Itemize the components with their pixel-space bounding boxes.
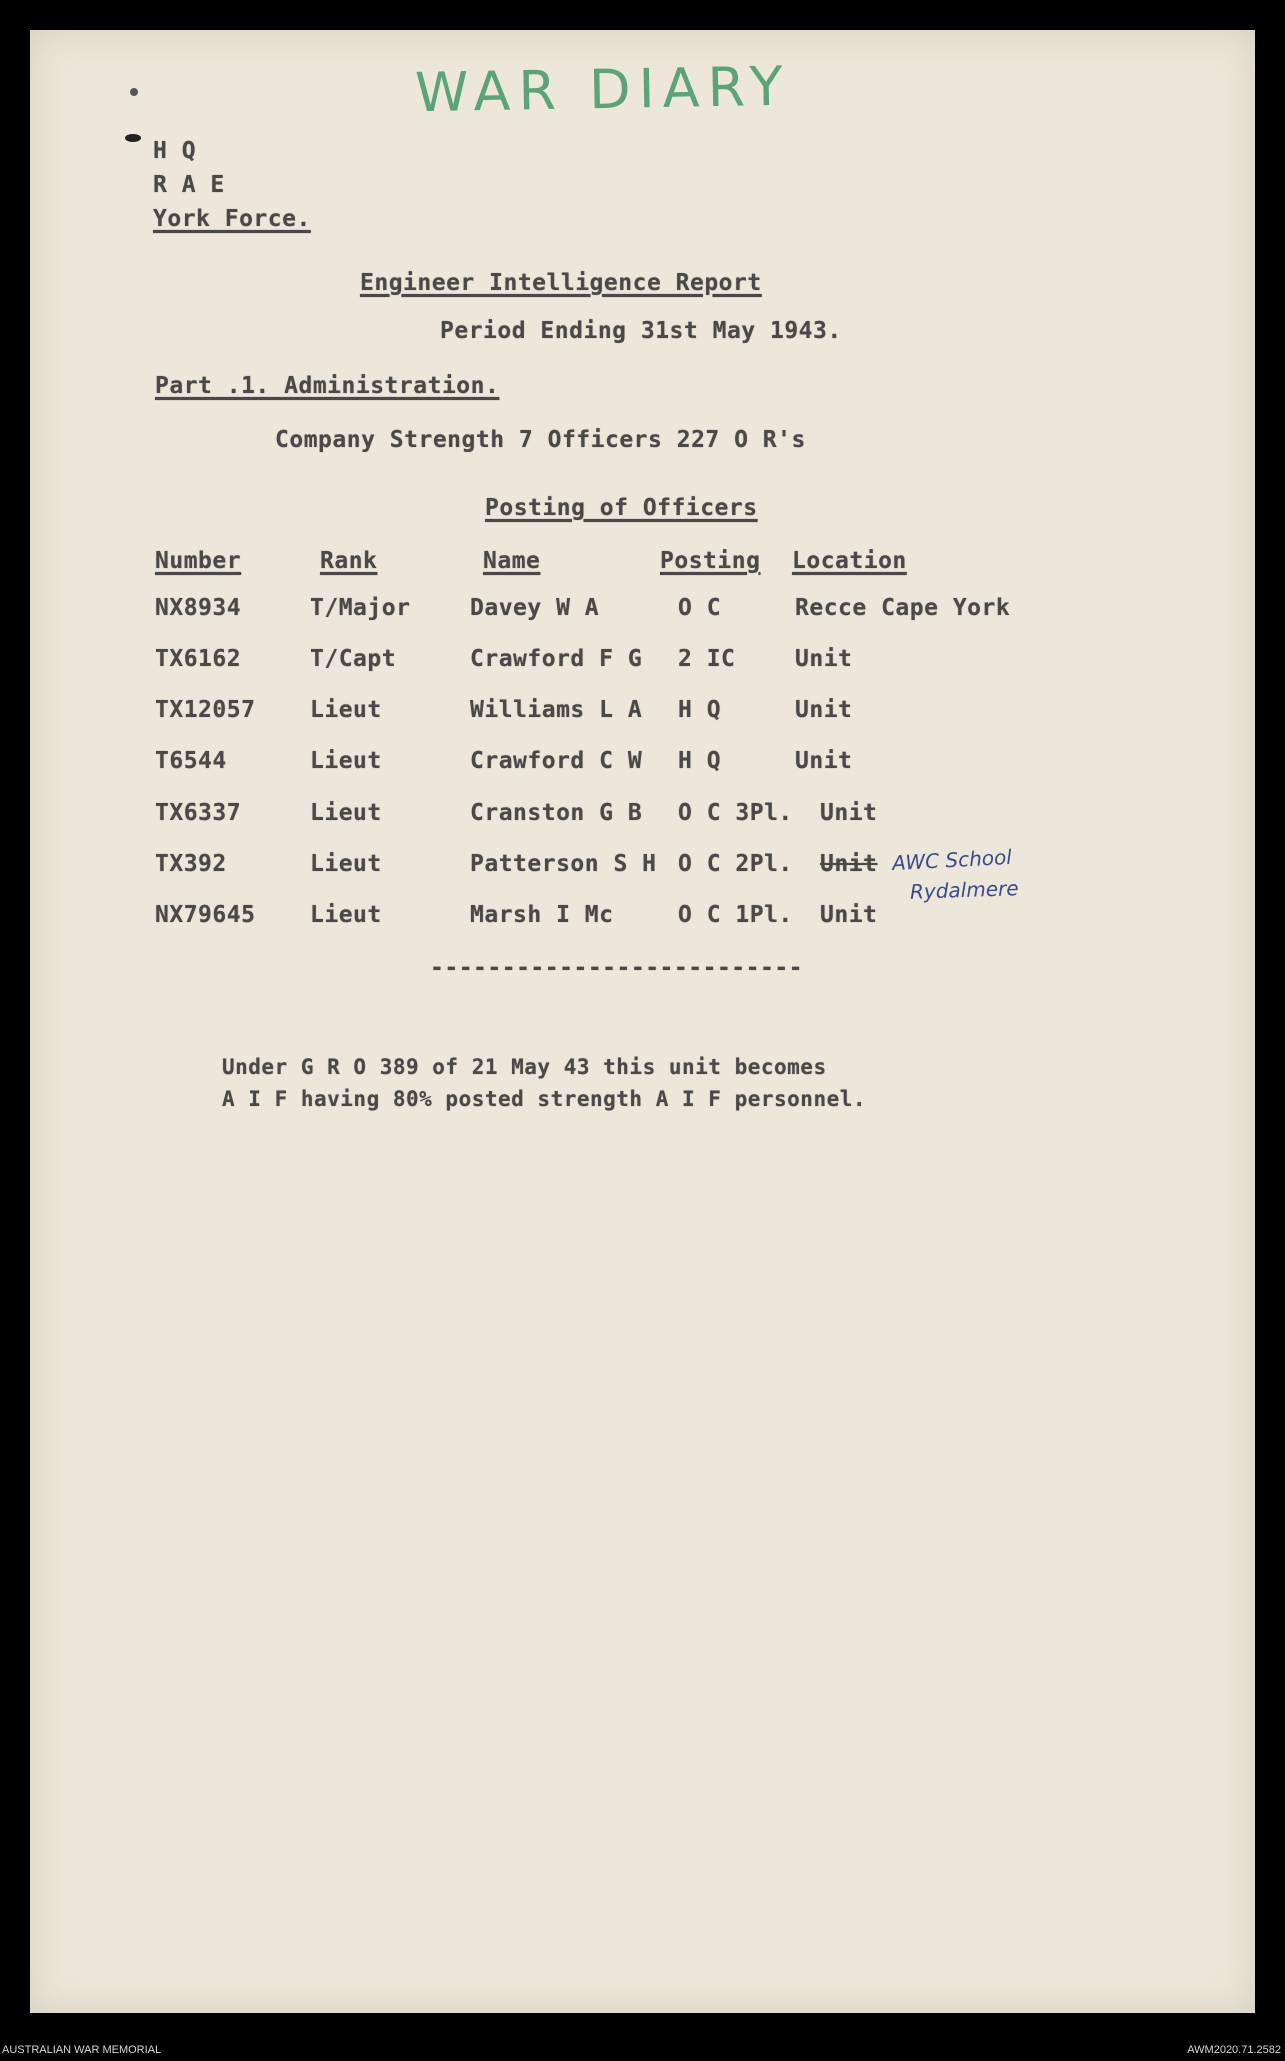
table-row	[30, 902, 1255, 932]
address-line: R A E	[153, 172, 225, 198]
officer-number: TX6337	[155, 800, 242, 826]
officer-number: NX79645	[155, 902, 256, 928]
officer-name: Crawford C W	[470, 748, 643, 774]
officer-rank: T/Capt	[310, 646, 397, 672]
column-header-name: Name	[483, 548, 541, 574]
officer-location: Unit	[820, 800, 878, 826]
footer-institution: AUSTRALIAN WAR MEMORIAL	[2, 2044, 162, 2056]
note-line: Under G R O 389 of 21 May 43 this unit becomes	[222, 1055, 827, 1079]
officer-location: Recce Cape York	[795, 595, 1011, 621]
officer-posting: H Q	[678, 697, 722, 723]
officer-posting: O C	[678, 595, 722, 621]
table-row	[30, 748, 1255, 778]
officer-posting: O C 3Pl.	[678, 800, 793, 826]
officer-name: Cranston G B	[470, 800, 643, 826]
officer-name: Crawford F G	[470, 646, 643, 672]
footer-reference: AWM2020.71.2582	[1187, 2044, 1281, 2056]
officer-rank: Lieut	[310, 902, 382, 928]
paper-sheet	[30, 30, 1255, 2013]
address-line: York Force.	[153, 206, 311, 232]
officer-number: TX392	[155, 851, 227, 877]
column-header-location: Location	[792, 548, 907, 574]
officer-number: NX8934	[155, 595, 242, 621]
officer-location: Unit	[795, 697, 853, 723]
table-header	[30, 548, 1255, 578]
officer-posting: H Q	[678, 748, 722, 774]
column-header-posting: Posting	[660, 548, 761, 574]
officer-posting: 2 IC	[678, 646, 736, 672]
posting-heading: Posting of Officers	[485, 495, 758, 521]
punch-hole-mark	[130, 88, 138, 96]
separator-line: --------------------------	[430, 955, 804, 981]
handwritten-annotation: AWC School	[891, 844, 1013, 876]
officer-rank: Lieut	[310, 748, 382, 774]
column-header-rank: Rank	[320, 548, 378, 574]
note-line: A I F having 80% posted strength A I F personnel.	[222, 1087, 867, 1111]
part-heading: Part .1. Administration.	[155, 373, 500, 399]
table-row	[30, 646, 1255, 676]
officer-location: Unit	[795, 646, 853, 672]
officer-rank: Lieut	[310, 697, 382, 723]
officer-name: Marsh I Mc	[470, 902, 614, 928]
officer-name: Davey W A	[470, 595, 600, 621]
officer-rank: Lieut	[310, 800, 382, 826]
officer-location: Unit	[820, 902, 878, 928]
report-period: Period Ending 31st May 1943.	[440, 318, 842, 344]
officer-number: T6544	[155, 748, 227, 774]
column-header-number: Number	[155, 548, 242, 574]
officer-name: Williams L A	[470, 697, 643, 723]
officer-rank: T/Major	[310, 595, 411, 621]
officer-rank: Lieut	[310, 851, 382, 877]
officer-number: TX6162	[155, 646, 242, 672]
table-row	[30, 800, 1255, 830]
officer-name: Patterson S H	[470, 851, 657, 877]
handwritten-annotation: Rydalmere	[909, 876, 1019, 904]
officer-posting: O C 1Pl.	[678, 902, 793, 928]
officer-location-struck: Unit	[820, 851, 878, 877]
officer-posting: O C 2Pl.	[678, 851, 793, 877]
address-line: H Q	[153, 138, 197, 164]
officer-number: TX12057	[155, 697, 256, 723]
report-title: Engineer Intelligence Report	[360, 270, 762, 296]
table-row	[30, 697, 1255, 727]
officer-location: Unit	[795, 748, 853, 774]
war-diary-heading: WAR DIARY	[414, 54, 792, 125]
table-row	[30, 851, 1255, 881]
table-row	[30, 595, 1255, 625]
company-strength: Company Strength 7 Officers 227 O R's	[275, 427, 806, 453]
punch-hole-mark	[125, 134, 141, 142]
